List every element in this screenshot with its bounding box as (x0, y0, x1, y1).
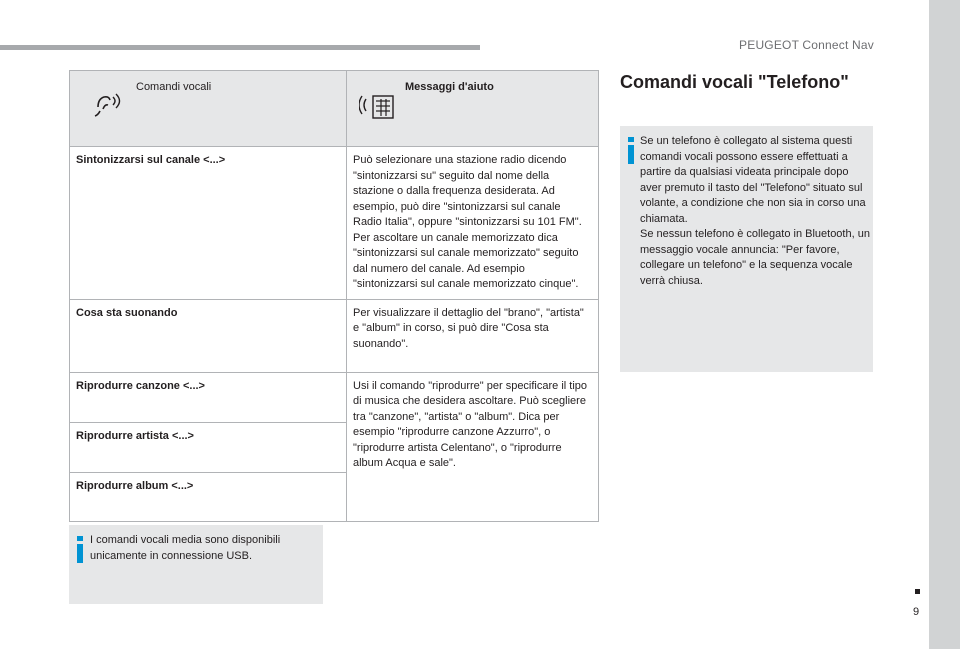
table-row (70, 147, 599, 300)
page-sidebar (929, 0, 960, 649)
telefono-info-box (620, 126, 873, 372)
voice-commands-table (69, 70, 599, 522)
table-row (70, 299, 599, 372)
table-header-row (70, 71, 599, 147)
telefono-paragraph-1: Se un telefono è collegato al sistema questi comandi vocali possono essere effettuati a partire da qualsiasi videata principale dopo aver premuto il tasto del "Telefono" situato sul volante, a condizione che non sia in corso una chiamata. (640, 135, 866, 225)
command-cell: Riprodurre artista <...> (70, 422, 347, 472)
page-marker (915, 589, 920, 594)
help-cell: Usi il comando "riprodurre" per specificare il tipo di musica che desidera ascoltare. Può scegliere tra "canzone", "artista" o "album". Dica per esempio "riprodurre canzone Azzurro", o "riprodurre artista Celentano", o "riprodurre album Acqua e sale". (347, 372, 599, 521)
command-cell: Riprodurre canzone <...> (70, 372, 347, 422)
column-header-help: Messaggi d'aiuto (405, 81, 494, 93)
table-header-commands (70, 71, 347, 147)
header-title: PEUGEOT Connect Nav (739, 38, 874, 52)
info-icon (628, 137, 634, 164)
table-header-help (347, 71, 599, 147)
telefono-info-text (640, 134, 872, 289)
help-cell: Può selezionare una stazione radio dicendo "sintonizzarsi su" seguito dal nome della stazione o dalla frequenza desiderata. Ad esempio, può dire "sintonizzarsi sul canale Radio Italia", oppure "sintonizzarsi su 101 FM". Per ascoltare un canale memorizzato dica "sintonizzarsi sul canale memorizzato" seguito dal numero del canale. Ad esempio "sintonizzarsi sul canale memorizzato cinque". (347, 147, 599, 300)
section-title: Comandi vocali "Telefono" (620, 72, 849, 92)
command-cell: Cosa sta suonando (70, 299, 347, 372)
usb-note-text: I comandi vocali media sono disponibili unicamente in connessione USB. (90, 534, 281, 562)
table-row (70, 372, 599, 422)
voice-command-icon (90, 89, 124, 123)
usb-note-box (69, 525, 323, 604)
command-cell: Riprodurre album <...> (70, 472, 347, 521)
command-cell: Sintonizzarsi sul canale <...> (70, 147, 347, 300)
column-header-commands: Comandi vocali (136, 81, 212, 93)
top-rule (0, 45, 480, 50)
page-number: 9 (913, 606, 920, 618)
help-cell: Per visualizzare il dettaglio del "brano", "artista" e "album" in corso, si può dire "Cosa sta suonando". (347, 299, 599, 372)
voice-help-icon (359, 89, 397, 123)
telefono-paragraph-2: Se nessun telefono è collegato in Bluetooth, un messaggio vocale annuncia: "Per favore, collegare un telefono" e la sequenza vocale verrà chiusa. (640, 228, 870, 287)
info-icon (77, 536, 83, 563)
